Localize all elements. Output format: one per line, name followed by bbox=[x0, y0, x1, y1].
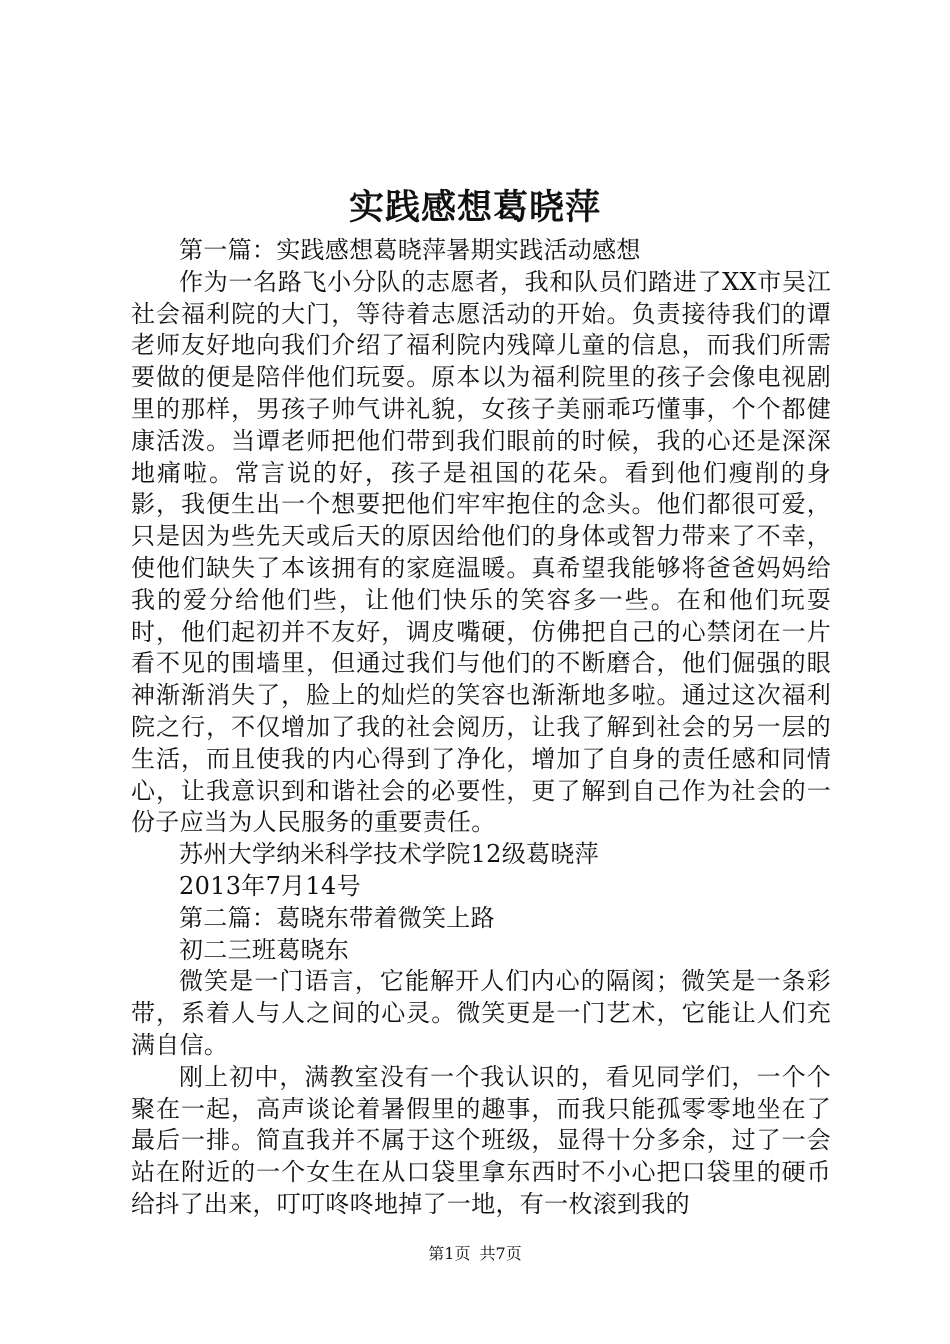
author-class: 初二三班葛晓东 bbox=[179, 935, 350, 964]
page-total: 共7页 bbox=[479, 1244, 522, 1263]
paragraph-smile-intro: 微笑是一门语言，它能解开人们内心的隔阂；微笑是一条彩带，系着人与人之间的心灵。微笑更是一门艺术，它能让人们充满自信。 bbox=[131, 967, 831, 1059]
document-title: 实践感想葛晓萍 bbox=[348, 187, 601, 228]
section-heading-2: 第二篇：葛晓东带着微笑上路 bbox=[179, 903, 495, 932]
page-footer bbox=[0, 1244, 950, 1264]
paragraph-smile-story: 刚上初中，满教室没有一个我认识的，看见同学们，一个个聚在一起，高声谈论着暑假里的趣事，而我只能孤零零地坐在了最后一排。简直我并不属于这个班级，显得十分多余，过了一会站在附近的一个女生在从口袋里拿东西时不小心把口袋里的硬币给抖了出来，叮叮咚咚地掉了一地，有一枚滚到我的 bbox=[131, 1062, 831, 1218]
document-body bbox=[131, 235, 831, 1221]
paragraph-volunteer-essay: 作为一名路飞小分队的志愿者，我和队员们踏进了XX市吴江社会福利院的大门，等待着志愿活动的开始。负责接待我们的谭老师友好地向我们介绍了福利院内残障儿童的信息，而我们所需要做的便是陪伴他们玩耍。原本以为福利院里的孩子会像电视剧里的那样，男孩子帅气讲礼貌，女孩子美丽乖巧懂事，个个都健康活泼。当谭老师把他们带到我们眼前的时候，我的心还是深深地痛啦。常言说的好，孩子是祖国的花朵。看到他们瘦削的身影，我便生出一个想要把他们牢牢抱住的念头。他们都很可爱，只是因为些先天或后天的原因给他们的身体或智力带来了不幸，使他们缺失了本该拥有的家庭温暖。真希望我能够将爸爸妈妈给我的爱分给他们些，让他们快乐的笑容多一些。在和他们玩耍时，他们起初并不友好，调皮嘴硬，仿佛把自己的心禁闭在一片看不见的围墙里，但通过我们与他们的不断磨合，他们倔强的眼神渐渐消失了，脸上的灿烂的笑容也渐渐地多啦。通过这次福利院之行，不仅增加了我的社会阅历，让我了解到社会的另一层的生活，而且使我的内心得到了净化，增加了自身的责任感和同情心，让我意识到和谐社会的必要性，更了解到自己作为社会的一份子应当为人民服务的重要责任。 bbox=[131, 267, 831, 837]
section-heading-1: 第一篇：实践感想葛晓萍暑期实践活动感想 bbox=[179, 236, 641, 264]
author-signature: 苏州大学纳米科学技术学院12级葛晓萍 bbox=[179, 840, 599, 869]
signature-date: 2013年7月14号 bbox=[179, 871, 361, 900]
page-number: 第1页 bbox=[428, 1244, 471, 1263]
